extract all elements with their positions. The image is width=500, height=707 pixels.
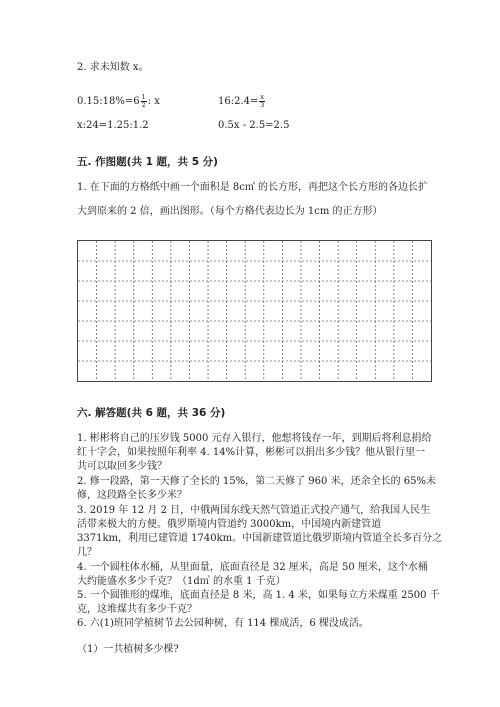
problem-line: 活带来极大的方便。俄罗斯境内管道约 3000km，中国境内新建管道 — [77, 519, 382, 530]
section-5-heading: 五. 作图题(共 1 题，共 5 分) — [77, 156, 218, 168]
section-5-question-line-1: 1. 在下面的方格纸中画一个面积是 8c㎡ 的长方形，再把这个长方形的各边长扩 — [77, 182, 429, 193]
problem-line: 6. 六(1)班同学植树节去公园种树，有 114 棵成活，6 棵没成活。 — [77, 618, 369, 629]
equation-4: 0.5x - 2.5=2.5 — [218, 120, 290, 131]
equation-2-fraction-numerator: x — [260, 93, 265, 101]
problem-line: 5. 一个圆锥形的煤堆，底面直径是 8 米，高 1. 4 米，如果每立方米煤重 2500 千 — [77, 590, 440, 601]
section-6-heading: 六. 解答题(共 6 题，共 36 分) — [77, 407, 226, 419]
problem-line: 几？ — [77, 547, 97, 558]
equation-1-fraction — [141, 94, 147, 109]
equation-2-left: 16:2.4= — [218, 96, 259, 107]
equation-1 — [77, 94, 160, 109]
equation-2 — [218, 94, 266, 109]
square-grid-paper — [77, 240, 432, 382]
equation-1-fraction-denominator: 2 — [141, 101, 146, 109]
problem-line: 4. 一个圆柱体水桶，从里面量，底面直径是 32 厘米，高是 50 厘米，这个水桶 — [77, 562, 428, 573]
problem-line: 修，这段路全长多少米？ — [77, 490, 187, 501]
q2-title: 2. 求未知数 x。 — [77, 62, 149, 73]
problem-line: 红十字会，如果按照年利率 4. 14%计算，彬彬可以捐出多少钱？他从银行里一 — [77, 447, 426, 458]
problem-line: 2. 修一段路，第一天修了全长的 15%，第二天修了 960 米，还余全长的 65%未 — [77, 476, 436, 487]
equation-1-left: 0.15:18%=6 — [77, 96, 140, 107]
equation-2-fraction-denominator: 3 — [260, 101, 265, 109]
sub-question-1: （1）一共植树多少棵? — [77, 644, 179, 655]
problem-line: 大约能盛水多少千克？（1d㎥ 的水重 1 千克） — [77, 576, 286, 587]
section-5-question-line-2: 大到原来的 2 倍，画出图形。（每个方格代表边长为 1cm 的正方形） — [77, 206, 383, 217]
problem-line: 3371km，利用已建管道 1740km。中国新建管道比俄罗斯境内管道全长多百分之 — [77, 533, 443, 544]
problem-line: 3. 2019 年 12 月 2 日，中俄两国东线天然气管道正式投产通气，给我国人民生 — [77, 505, 431, 516]
equation-1-right: : x — [147, 96, 160, 107]
equation-3: x:24=1.25:1.2 — [77, 120, 149, 131]
equation-1-fraction-numerator: 1 — [141, 93, 146, 101]
problem-line: 1. 彬彬将自己的压岁钱 5000 元存入银行，他想将钱存一年，到期后将利息捐给 — [77, 433, 432, 444]
grid-lines — [78, 241, 431, 381]
problem-line: 共可以取回多少钱？ — [77, 461, 167, 472]
equation-2-fraction — [259, 94, 265, 109]
problem-line: 克，这堆煤共有多少千克？ — [77, 604, 197, 615]
